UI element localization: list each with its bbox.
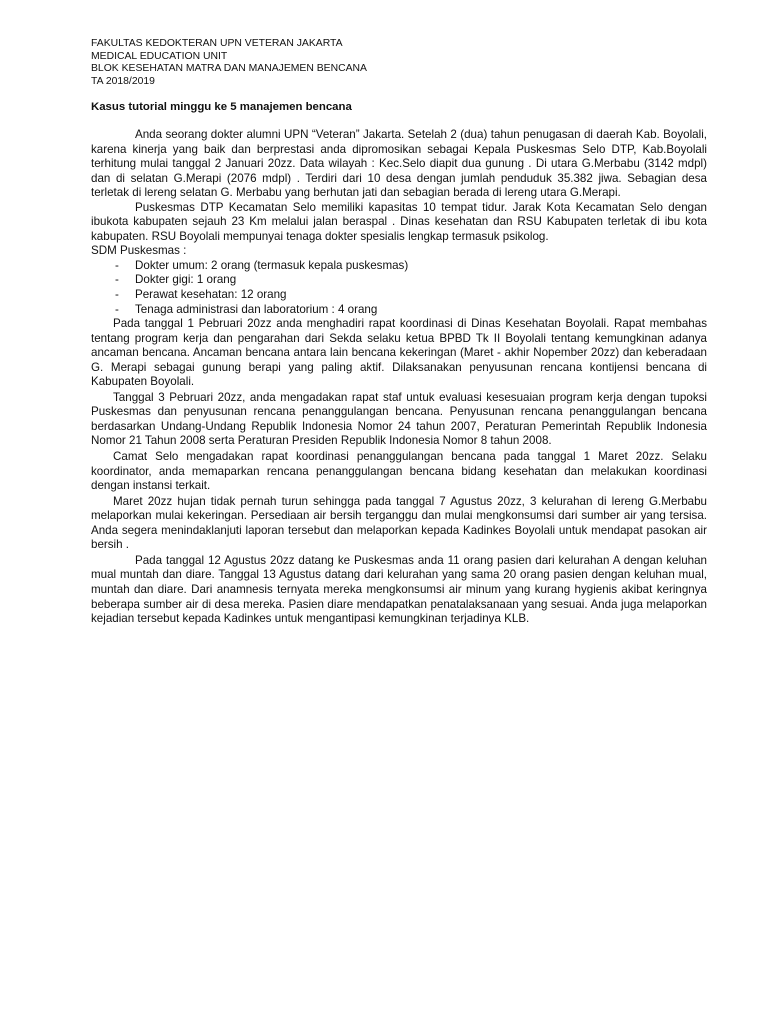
document-header [91, 38, 367, 88]
sdm-label: SDM Puskesmas : [91, 244, 187, 258]
header-academic-year: TA 2018/2019 [91, 75, 155, 87]
header-unit: MEDICAL EDUCATION UNIT [91, 50, 228, 62]
paragraph-rapat-dinkes: Pada tanggal 1 Pebruari 20zz anda menghadiri rapat koordinasi di Dinas Kesehatan Boyolali. Rapat membahas tentang program kerja dan pengarahan dari Sekda selaku ketua BPBD Tk II Boyolali tentang kemungkinan adanya ancaman bencana. Ancaman bencana antara lain bencana kekeringan (Maret - akhir Nopember 20zz) dan keberadaan G. Merapi sebagai gunung berapi yang paling aktif. Dilaksanakan penyusunan rencana kontijensi bencana di Kabupaten Boyolali. [91, 317, 707, 389]
list-item-text: Perawat kesehatan: 12 orang [135, 288, 287, 302]
list-item-text: Dokter umum: 2 orang (termasuk kepala puskesmas) [135, 258, 409, 272]
list-item-text: Tenaga administrasi dan laboratorium : 4 orang [135, 302, 378, 316]
sdm-list [91, 259, 707, 317]
list-item [91, 273, 707, 288]
list-item [91, 303, 707, 318]
header-block: BLOK KESEHATAN MATRA DAN MANAJEMEN BENCANA [91, 63, 367, 75]
case-body [91, 128, 707, 627]
paragraph-kekeringan: Maret 20zz hujan tidak pernah turun sehingga pada tanggal 7 Agustus 20zz, 3 kelurahan di lereng G.Merbabu melaporkan mulai kekeringan. Persediaan air bersih terganggu dan mulai mengkonsumsi dari sumber air yang tersisa. Anda segera menindaklanjuti laporan tersebut dan melaporkan kepada Kadinkes Boyolali untuk mendapat pasokan air bersih . [91, 494, 707, 552]
paragraph-puskesmas: Puskesmas DTP Kecamatan Selo memiliki kapasitas 10 tempat tidur. Jarak Kota Kecamatan Selo dengan ibukota kabupaten sejauh 23 Km melalui jalan beraspal . Dinas kesehatan dan RSU Kabupaten terletak di ibu kota kabupaten. RSU Boyolali mempunyai tenaga dokter spesialis lengkap termasuk psikolog. [91, 200, 707, 243]
paragraph-intro: Anda seorang dokter alumni UPN “Veteran” Jakarta. Setelah 2 (dua) tahun penugasan di daerah Kab. Boyolali, karena kinerja yang baik dan berprestasi anda dipromosikan sebagai Kepala Puskesmas Selo DTP, Kab.Boyolali terhitung mulai tanggal 2 Januari 20zz. Data wilayah : Kec.Selo diapit dua gunung . Di utara G.Merbabu (3142 mdpl) dan di selatan G.Merapi (2076 mdpl) . Terdiri dari 10 desa dengan jumlah penduduk 35.382 jiwa. Sebagian desa terletak di lereng selatan G. Merbabu yang berhutan jati dan sebagian berada di lereng utara G.Merapi. [91, 128, 707, 200]
list-item [91, 288, 707, 303]
bullet-dash: - [115, 288, 119, 302]
paragraph-rapat-staf: Tanggal 3 Pebruari 20zz, anda mengadakan rapat staf untuk evaluasi kesesuaian program kerja dengan tupoksi Puskesmas dan penyusunan rencana penanggulangan bencana. Penyusunan rencana penanggulangan bencana berdasarkan Undang-Undang Republik Indonesia Nomor 24 tahun 2007, Peraturan Pemerintah Republik Indonesia Nomor 21 Tahun 2008 serta Peraturan Presiden Republik Indonesia Nomor 8 tahun 2008. [91, 390, 707, 448]
bullet-dash: - [115, 273, 119, 287]
sdm-section [91, 244, 707, 317]
header-faculty: FAKULTAS KEDOKTERAN UPN VETERAN JAKARTA [91, 38, 343, 49]
list-item-text: Dokter gigi: 1 orang [135, 273, 237, 287]
case-title: Kasus tutorial minggu ke 5 manajemen bencana [91, 101, 352, 113]
paragraph-diare: Pada tanggal 12 Agustus 20zz datang ke Puskesmas anda 11 orang pasien dari kelurahan A dengan keluhan mual muntah dan diare. Tanggal 13 Agustus datang dari kelurahan yang sama 20 orang pasien dengan keluhan mual, muntah dan diare. Dari anamnesis ternyata mereka mengkonsumsi air minum yang kurang hygienis akibat keringnya beberapa sumber air di desa mereka. Pasien diare mendapatkan penatalaksanaan yang sesuai. Anda juga melaporkan kejadian tersebut kepada Kadinkes untuk mengantipasi kemungkinan terjadinya KLB. [91, 553, 707, 626]
paragraph-camat: Camat Selo mengadakan rapat koordinasi penanggulangan bencana pada tanggal 1 Maret 20zz. Selaku koordinator, anda memaparkan rencana penanggulangan bencana bidang kesehatan dan melakukan koordinasi dengan instansi terkait. [91, 450, 707, 493]
list-item [91, 259, 707, 274]
bullet-dash: - [115, 258, 119, 272]
bullet-dash: - [115, 302, 119, 316]
